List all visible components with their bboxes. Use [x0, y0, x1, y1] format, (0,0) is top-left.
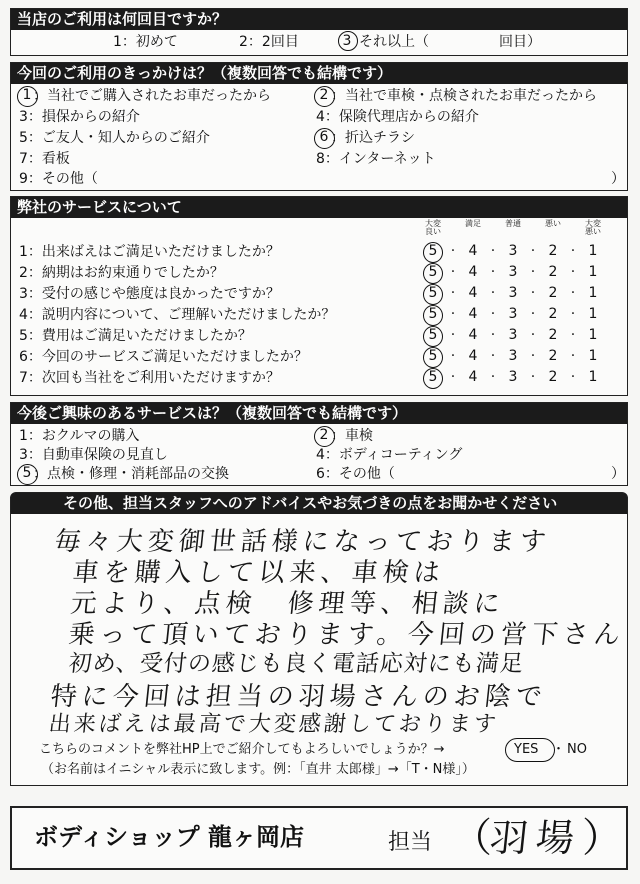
scale-label: 大変 悪い	[585, 219, 601, 236]
visit-count-section	[10, 8, 628, 56]
interest-3[interactable]: 3：自動車保険の見直し	[19, 447, 168, 463]
scale-dot: ·	[450, 348, 456, 364]
option-count-suffix: 回目）	[499, 34, 541, 50]
rating-value[interactable]: 4	[468, 285, 478, 301]
rating-value[interactable]: 5	[428, 306, 438, 322]
reason-2[interactable]: ：当社で車検・点検されたお車だったから	[331, 88, 597, 104]
rating-question: 1：出来ばえはご満足いただけましたか？	[19, 244, 280, 260]
rating-value[interactable]: 1	[588, 348, 598, 364]
scale-dot: ·	[530, 327, 536, 343]
option-three-plus[interactable]: それ以上（	[359, 34, 429, 50]
rating-selection-circle	[423, 263, 443, 284]
handwritten-line: 毎々大変御世話様になっております	[53, 527, 553, 557]
rating-value[interactable]: 2	[548, 348, 558, 364]
rating-value[interactable]: 5	[428, 369, 438, 385]
reason-6[interactable]: ：折込チラシ	[331, 130, 415, 146]
yes-option[interactable]: YES	[514, 742, 539, 757]
scale-dot: ·	[450, 264, 456, 280]
option-three-plus-number[interactable]: 3	[342, 33, 352, 49]
rating-value[interactable]: 5	[428, 348, 438, 364]
scale-dot: ·	[530, 369, 536, 385]
handwritten-line: 特に今回は担当の羽場さんのお陰で	[49, 682, 549, 712]
scale-dot: ·	[490, 327, 496, 343]
scale-dot: ·	[530, 285, 536, 301]
reason-header: 今回のご利用のきっかけは？（複数回答でも結構です）	[11, 63, 627, 84]
rating-value[interactable]: 3	[508, 348, 518, 364]
rating-question: 2：納期はお約束通りでしたか？	[19, 265, 224, 281]
reason-2-number[interactable]: 2	[319, 87, 329, 103]
handwritten-line: 出来ばえは最高で大変感謝しております	[47, 712, 501, 737]
scale-dot: ·	[450, 306, 456, 322]
initials-note: （お名前はイニシャル表示に致します。例：「直井 太郎様」→「T・N様」）	[41, 762, 475, 777]
scale-label: 大変 良い	[425, 219, 441, 236]
rating-value[interactable]: 3	[508, 369, 518, 385]
rating-value[interactable]: 3	[508, 327, 518, 343]
scale-dot: ·	[490, 306, 496, 322]
reason-6-number[interactable]: 6	[319, 129, 329, 145]
no-option[interactable]: NO	[567, 742, 587, 757]
reason-5[interactable]: 5：ご友人・知人からのご紹介	[19, 130, 210, 146]
rating-question: 5：費用はご満足いただけましたか？	[19, 328, 252, 344]
scale-dot: ·	[570, 243, 576, 259]
interest-4[interactable]: 4：ボディコーティング	[316, 447, 463, 463]
handwritten-line: 初め、受付の感じも良く電話応対にも満足	[67, 651, 526, 677]
footer-box	[10, 806, 628, 870]
rating-selection-circle	[423, 305, 443, 326]
interest-6[interactable]: 6：その他（	[316, 466, 395, 482]
rating-value[interactable]: 4	[468, 369, 478, 385]
rating-value[interactable]: 1	[588, 285, 598, 301]
service-rating-section	[10, 196, 628, 396]
staff-name[interactable]: 羽場	[487, 816, 585, 860]
rating-question: 7：次回も当社をご利用いただけますか？	[19, 370, 280, 386]
reason-8[interactable]: 8：インターネット	[316, 151, 436, 167]
scale-dot: ·	[450, 369, 456, 385]
scale-dot: ·	[530, 243, 536, 259]
scale-dot: ·	[490, 264, 496, 280]
rating-value[interactable]: 1	[588, 264, 598, 280]
rating-value[interactable]: 5	[428, 285, 438, 301]
interest-2[interactable]: ：車検	[331, 428, 373, 444]
scale-dot: ·	[570, 285, 576, 301]
scale-dot: ·	[490, 369, 496, 385]
interest-section	[10, 402, 628, 486]
reason-1-number[interactable]: 1	[22, 87, 32, 103]
rating-value[interactable]: 3	[508, 264, 518, 280]
rating-selection-circle	[423, 326, 443, 347]
scale-dot: ·	[570, 369, 576, 385]
scale-dot: ·	[490, 285, 496, 301]
comments-header: その他、担当スタッフへのアドバイスやお気づきの点をお聞かせください	[11, 493, 627, 514]
scale-label: 満足	[465, 219, 481, 228]
rating-question: 4：説明内容について、ご理解いただけましたか？	[19, 307, 336, 323]
scale-label: 普通	[505, 219, 521, 228]
rating-value[interactable]: 3	[508, 285, 518, 301]
reason-1[interactable]: ：当社でご購入されたお車だったから	[33, 88, 271, 104]
staff-label: 担当	[388, 830, 433, 855]
rating-selection-circle	[423, 368, 443, 389]
scale-dot: ·	[450, 285, 456, 301]
rating-value[interactable]: 2	[548, 327, 558, 343]
visit-count-header: 当店のご利用は何回目ですか？	[11, 9, 627, 30]
rating-value[interactable]: 2	[548, 306, 558, 322]
scale-label: 悪い	[545, 219, 561, 228]
reason-section	[10, 62, 628, 191]
rating-value[interactable]: 2	[548, 243, 558, 259]
scale-dot: ·	[530, 348, 536, 364]
interest-header: 今後ご興味のあるサービスは？（複数回答でも結構です）	[11, 403, 627, 424]
reason-9[interactable]: 9：その他（	[19, 171, 98, 187]
rating-value[interactable]: 1	[588, 369, 598, 385]
rating-value[interactable]: 1	[588, 306, 598, 322]
handwritten-line: 車を購入して以来、車検は	[71, 558, 447, 588]
rating-value[interactable]: 1	[588, 327, 598, 343]
interest-2-number[interactable]: 2	[319, 427, 329, 443]
option-second-time[interactable]: 2：2回目	[239, 34, 299, 50]
rating-selection-circle	[423, 284, 443, 305]
scale-dot: ·	[490, 243, 496, 259]
scale-dot: ·	[530, 264, 536, 280]
comments-section	[10, 492, 628, 786]
rating-value[interactable]: 4	[468, 243, 478, 259]
rating-question: 6：今回のサービスご満足いただけましたか？	[19, 349, 308, 365]
handwritten-line: 元より、点検 修理等、相談に	[69, 589, 507, 619]
scale-dot: ·	[530, 306, 536, 322]
rating-value[interactable]: 5	[428, 327, 438, 343]
scale-dot: ·	[450, 243, 456, 259]
reason-9-close: ）	[611, 171, 625, 187]
interest-5[interactable]: ：点検・修理・消耗部品の交換	[33, 466, 229, 482]
rating-question: 3：受付の感じや態度は良かったですか？	[19, 286, 280, 302]
rating-value[interactable]: 1	[588, 243, 598, 259]
permission-question: こちらのコメントを弊社HP上でご紹介してもよろしいでしょうか？→	[39, 742, 445, 757]
rating-value[interactable]: 2	[548, 369, 558, 385]
rating-value[interactable]: 4	[468, 327, 478, 343]
staff-paren-open: （	[452, 815, 492, 861]
scale-dot: ·	[570, 348, 576, 364]
service-rating-header: 弊社のサービスについて	[11, 197, 627, 218]
shop-name: ボディショップ 龍ヶ岡店	[34, 823, 304, 851]
scale-dot: ·	[570, 264, 576, 280]
staff-paren-close: ）	[582, 815, 622, 861]
rating-value[interactable]: 4	[468, 348, 478, 364]
rating-value[interactable]: 2	[548, 264, 558, 280]
rating-value[interactable]: 3	[508, 243, 518, 259]
handwritten-line: 乗って頂いております。今回の営下さん	[67, 620, 627, 650]
option-first-time[interactable]: 1：初めて	[113, 34, 178, 50]
scale-dot: ·	[490, 348, 496, 364]
rating-value[interactable]: 2	[548, 285, 558, 301]
rating-selection-circle	[423, 347, 443, 368]
rating-value[interactable]: 4	[468, 306, 478, 322]
scale-dot: ·	[450, 327, 456, 343]
interest-5-number[interactable]: 5	[22, 465, 32, 481]
scale-dot: ·	[570, 327, 576, 343]
rating-value[interactable]: 4	[468, 264, 478, 280]
scale-dot: ·	[570, 306, 576, 322]
reason-3[interactable]: 3：損保からの紹介	[19, 109, 140, 125]
reason-4[interactable]: 4：保険代理店からの紹介	[316, 109, 479, 125]
reason-7[interactable]: 7：看板	[19, 151, 70, 167]
rating-value[interactable]: 5	[428, 264, 438, 280]
interest-1[interactable]: 1：おクルマの購入	[19, 428, 140, 444]
yes-no-separator: ・	[552, 742, 566, 757]
rating-value[interactable]: 3	[508, 306, 518, 322]
rating-selection-circle	[423, 242, 443, 263]
interest-6-close: ）	[611, 466, 625, 482]
rating-value[interactable]: 5	[428, 243, 438, 259]
